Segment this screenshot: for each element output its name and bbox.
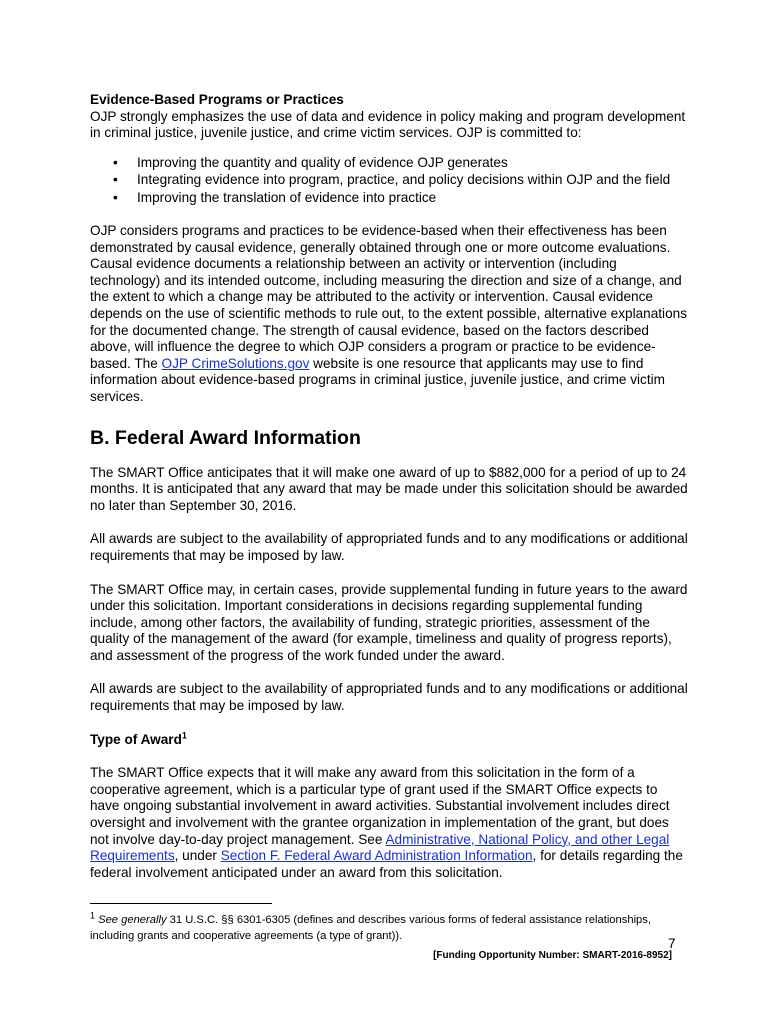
type-of-award-heading: Type of Award$^1$ [90, 730, 187, 747]
section-heading-federal-award: B. Federal Award Information [90, 426, 361, 449]
evidence-body-paragraph: OJP considers programs and practices to be evidence-based when their effectiveness has been demonstrated by causal evidence, generally obtained through one or more outcome evaluations. Causal evidence documents a relationship between an activity or intervention (including technology) and its intended outcome, including measuring the direction and size of a change, and the extent to which a change may be attributed to the activity or intervention. Causal evidence depends on the use of scientific methods to rule out, to the extent possible, alternative explanations for the documented change. The strength of causal evidence, based on the factors described above, will influence the degree to which OJP considers a program or practice to be evidence-based. The OJP CrimeSolutions.gov website is one resource that applicants may use to find information about evidence-based programs in criminal justice, juvenile justice, and crime victim services. [90, 223, 687, 404]
bullet-icon: • [113, 189, 118, 205]
evidence-intro-paragraph: OJP strongly emphasizes the use of data and evidence in policy making and program development in criminal justice, juvenile justice, and crime victim services. OJP is committed to: [90, 108, 686, 141]
section-f-link[interactable]: Section F. Federal Award Administration Information [220, 848, 533, 864]
bullet-icon: • [113, 172, 118, 188]
legal-requirements-link[interactable]: Administrative, National Policy, and other Legal Requirements [90, 831, 670, 864]
list-item: • Integrating evidence into program, practice, and policy decisions within OJP and the field [113, 172, 671, 188]
footnote-ref[interactable]: 1 [181, 730, 187, 741]
page-number: 7 [668, 936, 676, 951]
funding-opportunity-number: [Funding Opportunity Number: SMART-2016-8952] [433, 950, 672, 961]
award-amount-paragraph: The SMART Office anticipates that it will make one award of up to $882,000 for a period of up to 24 months. It is anticipated that any award that may be made under this solicitation should be awarded no later than September 30, 2016. [90, 464, 688, 513]
bullet-icon: • [113, 154, 118, 170]
commitment-list [90, 154, 690, 206]
cooperative-agreement-paragraph: The SMART Office expects that it will make any award from this solicitation in the form of a cooperative agreement, which is a particular type of grant used if the SMART Office expects to have ongoing substantial involvement in award activities. Substantial involvement includes direct oversight and involvement with the grantee organization in implementation of the grant, but does not involve day-to-day project management. See Administrative, National Policy, and other Legal Requirements, under Section F. Federal Award Administration Information, for details regarding the federal involvement anticipated under an award from this solicitation. [90, 765, 683, 880]
footnote: $^1$ See generally 31 U.S.C. §§ 6301-6305 (defines and describes various forms of federal assistance relationships, including grants and cooperative agreements (a type of grant)). [90, 910, 651, 943]
footnote-divider [90, 903, 272, 904]
crimesolutions-link[interactable]: OJP CrimeSolutions.gov [161, 355, 310, 371]
funds-availability-paragraph-2: All awards are subject to the availability of appropriated funds and to any modifications or additional requirements that may be imposed by law. [90, 681, 688, 714]
section-heading-evidence-based: Evidence-Based Programs or Practices [90, 92, 344, 107]
supplemental-funding-paragraph: The SMART Office may, in certain cases, provide supplemental funding in future years to the award under this solicitation. Important considerations in decisions regarding supplemental funding include, among other factors, the availability of funding, strategic priorities, assessment of the quality of the management of the award (for example, timeliness and quality of progress reports), and assessment of the progress of the work funded under the award. [90, 581, 688, 663]
list-item: • Improving the quantity and quality of evidence OJP generates [113, 154, 508, 170]
funds-availability-paragraph: All awards are subject to the availability of appropriated funds and to any modifications or additional requirements that may be imposed by law. [90, 531, 688, 563]
document-page [90, 92, 690, 944]
list-item: • Improving the translation of evidence into practice [113, 189, 437, 205]
